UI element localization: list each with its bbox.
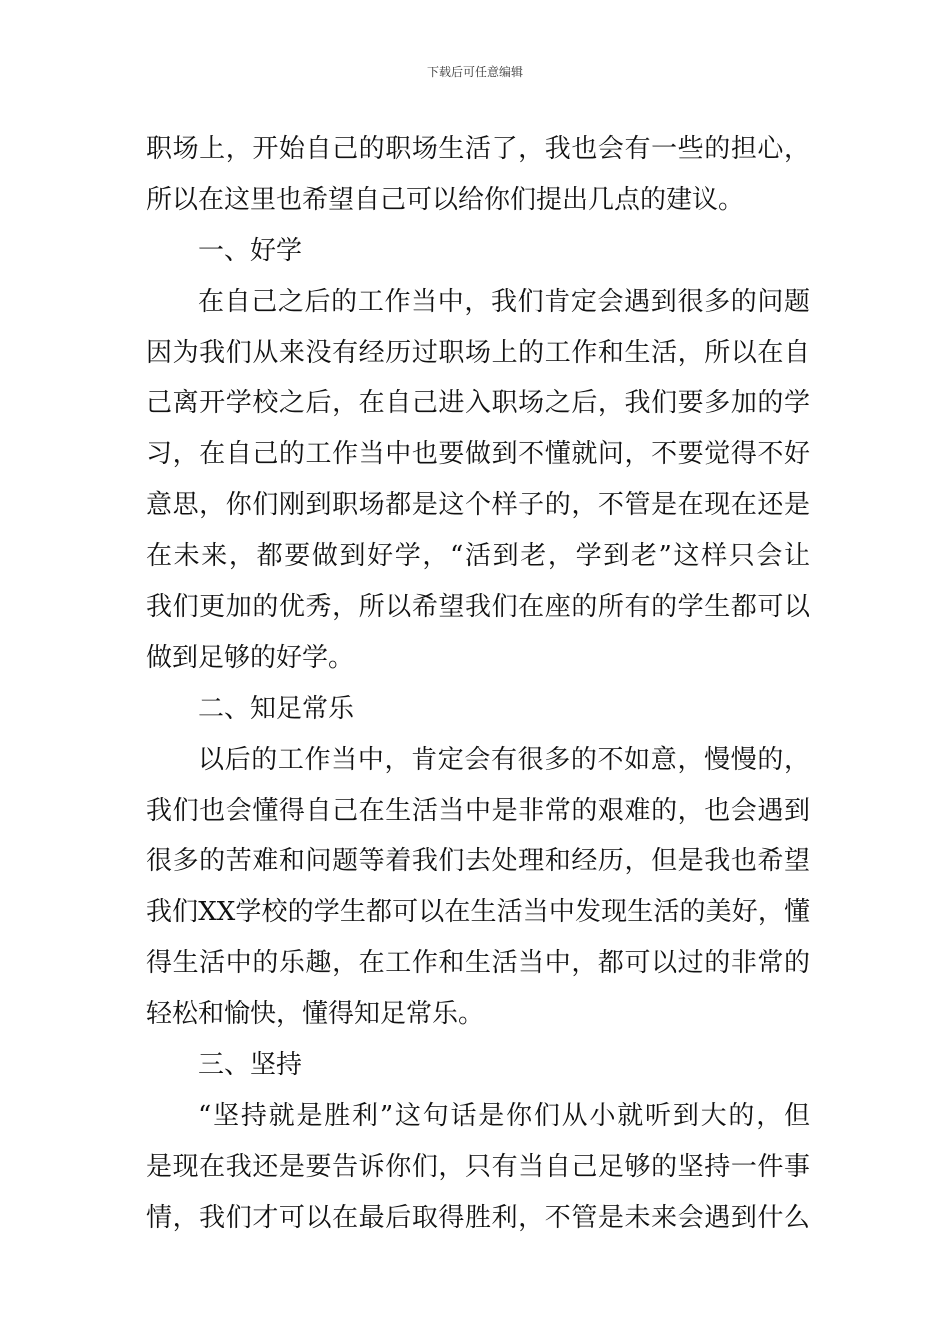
text-line: 以后的工作当中，肯定会有很多的不如意，慢慢的， [198,744,810,775]
section-heading: 三、坚持 [198,1050,303,1081]
text-line: 得生活中的乐趣，在工作和生活当中，都可以过的非常的 [146,948,810,979]
text-line: 轻松和愉快，懂得知足常乐。 [146,999,485,1030]
text-line: 习，在自己的工作当中也要做到不懂就问，不要觉得不好 [146,439,810,470]
text-line: 在自己之后的工作当中，我们肯定会遇到很多的问题 [198,286,810,317]
text-line: 职场上，开始自己的职场生活了，我也会有一些的担心， [146,134,810,164]
document-body [146,124,810,1244]
text-line: 因为我们从来没有经历过职场上的工作和生活，所以在自 [146,337,810,368]
page-header: 下载后可任意编辑 [426,65,523,79]
text-line: “坚持就是胜利”这句话是你们从小就听到大的，但 [198,1100,810,1131]
text-line: 意思，你们刚到职场都是这个样子的，不管是在现在还是 [146,490,810,521]
section-heading: 二、知足常乐 [198,693,355,724]
text-line: 己离开学校之后，在自己进入职场之后，我们要多加的学 [146,388,810,419]
text-line: 我们更加的优秀，所以希望我们在座的所有的学生都可以 [146,592,810,623]
text-line: 我们也会懂得自己在生活当中是非常的艰难的，也会遇到 [146,795,810,826]
text-line: 很多的苦难和问题等着我们去处理和经历，但是我也希望 [146,846,810,877]
section-heading: 一、好学 [198,235,303,266]
text-line: 在未来，都要做到好学，“活到老，学到老”这样只会让 [146,541,810,572]
text-line: 是现在我还是要告诉你们，只有当自己足够的坚持一件事 [146,1151,810,1182]
text-line: 做到足够的好学。 [146,642,355,673]
text-line: 我们XX学校的学生都可以在生活当中发现生活的美好，懂 [146,897,810,928]
text-line: 所以在这里也希望自己可以给你们提出几点的建议。 [146,184,745,215]
text-line: 情，我们才可以在最后取得胜利，不管是未来会遇到什么 [146,1202,810,1233]
